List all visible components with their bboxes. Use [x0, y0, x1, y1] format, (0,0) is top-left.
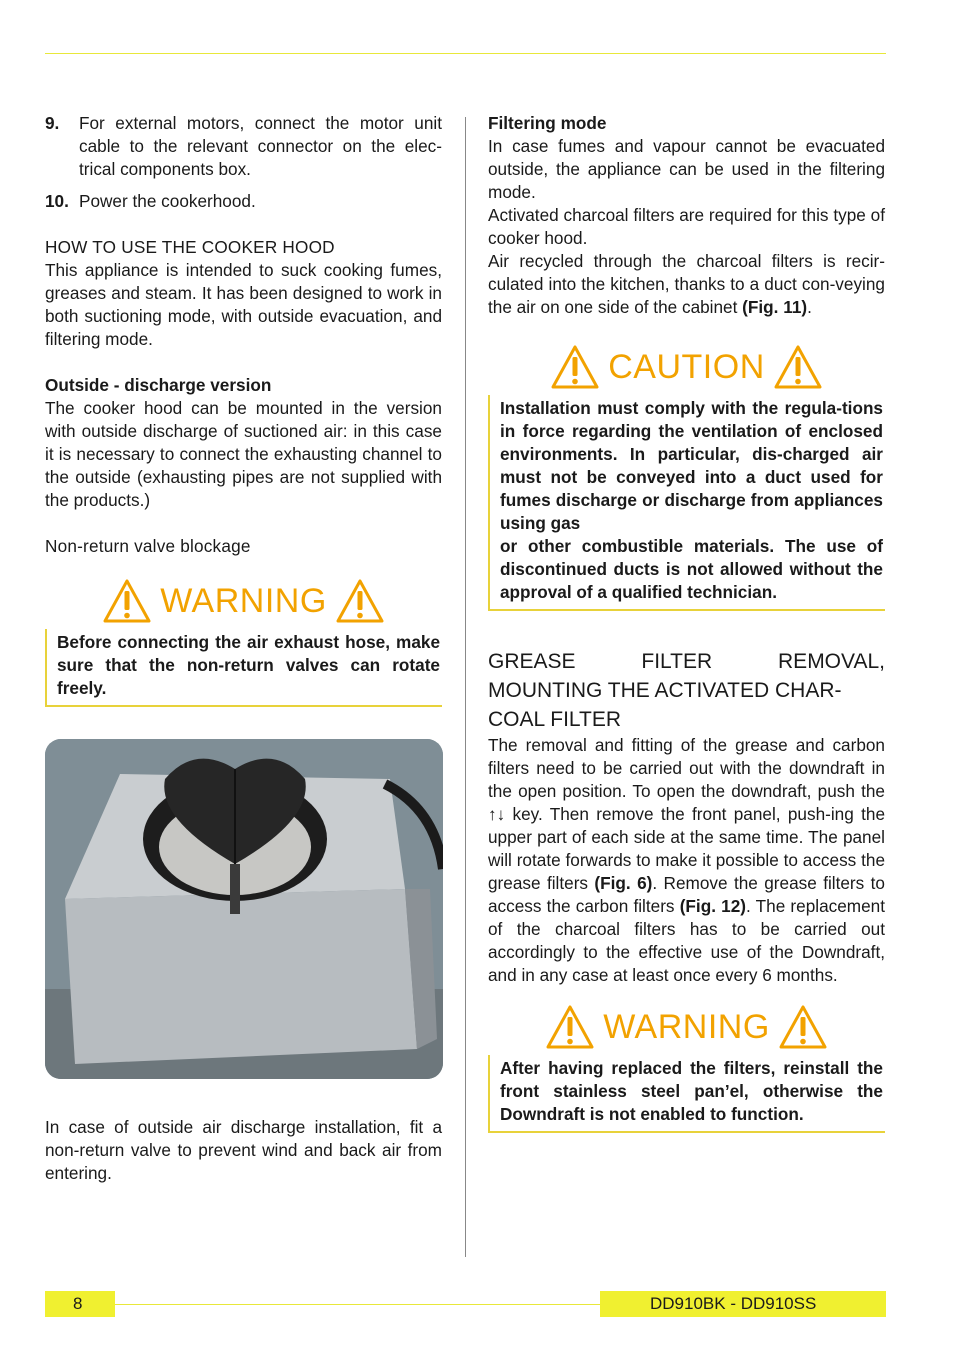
- warning-triangle-icon: [335, 578, 385, 624]
- top-rule: [45, 53, 886, 54]
- warning-triangle-icon: [550, 344, 600, 390]
- left-column: [45, 112, 442, 1185]
- warning-triangle-icon: [773, 344, 823, 390]
- warning-body: After having replaced the filters, reinstall the front stainless steel pan’el, otherwise the Downdraft is not enabled to function.: [488, 1055, 885, 1133]
- step-text: Power the cookerhood.: [79, 191, 256, 211]
- motor-unit-photo: [45, 739, 443, 1079]
- step-text: For external motors, connect the motor unit cable to the relevant connector on the elec-trical components box.: [79, 113, 442, 179]
- grease-filter-heading: GREASE FILTER REMOVAL, MOUNTING THE ACTIVATED CHAR- COAL FILTER: [488, 650, 885, 731]
- warning-title: WARNING: [603, 1008, 770, 1046]
- arrows-key-icon: ↑↓: [488, 804, 506, 824]
- outside-heading: Outside - discharge version: [45, 375, 272, 395]
- filtering-paragraph-1: In case fumes and vapour cannot be evacuated outside, the appliance can be used in the filtering mode.: [488, 136, 885, 202]
- photo-caption: In case of outside air discharge installation, fit a non-return valve to prevent wind and back air from entering.: [45, 1117, 442, 1183]
- caution-notice: [488, 339, 885, 611]
- right-column: [488, 112, 885, 1133]
- filtering-paragraph-2: Activated charcoal filters are required for this type of cooker hood.: [488, 205, 885, 248]
- step-number: 9.: [45, 113, 60, 133]
- column-divider: [465, 117, 466, 1257]
- warning-title: WARNING: [160, 582, 327, 620]
- warning-notice-1: [45, 573, 442, 707]
- warning-notice-2: [488, 999, 885, 1133]
- warning-triangle-icon: [102, 578, 152, 624]
- warning-header: [488, 999, 885, 1055]
- howto-text: This appliance is intended to suck cooking fumes, greases and steam. It has been designed to work in both suctioning mode, with outside evacuation, and filtering mode.: [45, 260, 442, 349]
- figure-reference: (Fig. 6): [594, 873, 653, 893]
- caution-body: Installation must comply with the regula-tions in force regarding the ventilation of enclosed environments. In particular, dis-charged air must not be conveyed into a duct used for fumes discharge or discharge from appliances using gas or other combustible materials. The use of discontinued ducts is not allowed without the approval of a qualified technician.: [488, 395, 885, 611]
- grease-filter-text: The removal and fitting of the grease and carbon filters need to be carried out with the downdraft in the open position. To open the downdraft, push the ↑↓ key. Then remove the front panel, push-ing the upper part of each side at the same time. The panel will rotate forwards to make it possible to access the grease filters (Fig. 6). Remove the grease filters to access the carbon filters (Fig. 12). The replacement of the charcoal filters has to be carried out accordingly to the effective use of the Downdraft, and in any case at least once every 6 months.: [488, 735, 886, 985]
- warning-triangle-icon: [778, 1004, 828, 1050]
- model-label: DD910BK - DD910SS: [600, 1291, 886, 1317]
- step-9: [45, 112, 442, 181]
- page-footer: [45, 1291, 886, 1317]
- warning-triangle-icon: [545, 1004, 595, 1050]
- outside-text: The cooker hood can be mounted in the version with outside discharge of suctioned air: in this case it is necessary to connect the exhausting channel to the outside (exhausting pipes are not supplied with the products.): [45, 398, 442, 510]
- filtering-heading: Filtering mode: [488, 113, 607, 133]
- warning-body: Before connecting the air exhaust hose, make sure that the non-return valves can rotate freely.: [45, 629, 442, 707]
- howto-heading: HOW TO USE THE COOKER HOOD: [45, 237, 335, 257]
- figure-reference: (Fig. 11): [742, 297, 808, 317]
- page-number: 8: [45, 1291, 115, 1317]
- caution-header: [488, 339, 885, 395]
- valve-heading: Non-return valve blockage: [45, 536, 251, 556]
- motor-unit-image: [45, 739, 443, 1079]
- step-10: [45, 190, 442, 213]
- warning-header: [45, 573, 442, 629]
- filtering-paragraph-3: Air recycled through the charcoal filters is recir-culated into the kitchen, thanks to a duct con-veying the air on one side of the cabinet (Fig. 11).: [488, 251, 885, 317]
- figure-reference: (Fig. 12): [679, 896, 746, 916]
- caution-title: CAUTION: [608, 348, 765, 386]
- step-number: 10.: [45, 191, 69, 211]
